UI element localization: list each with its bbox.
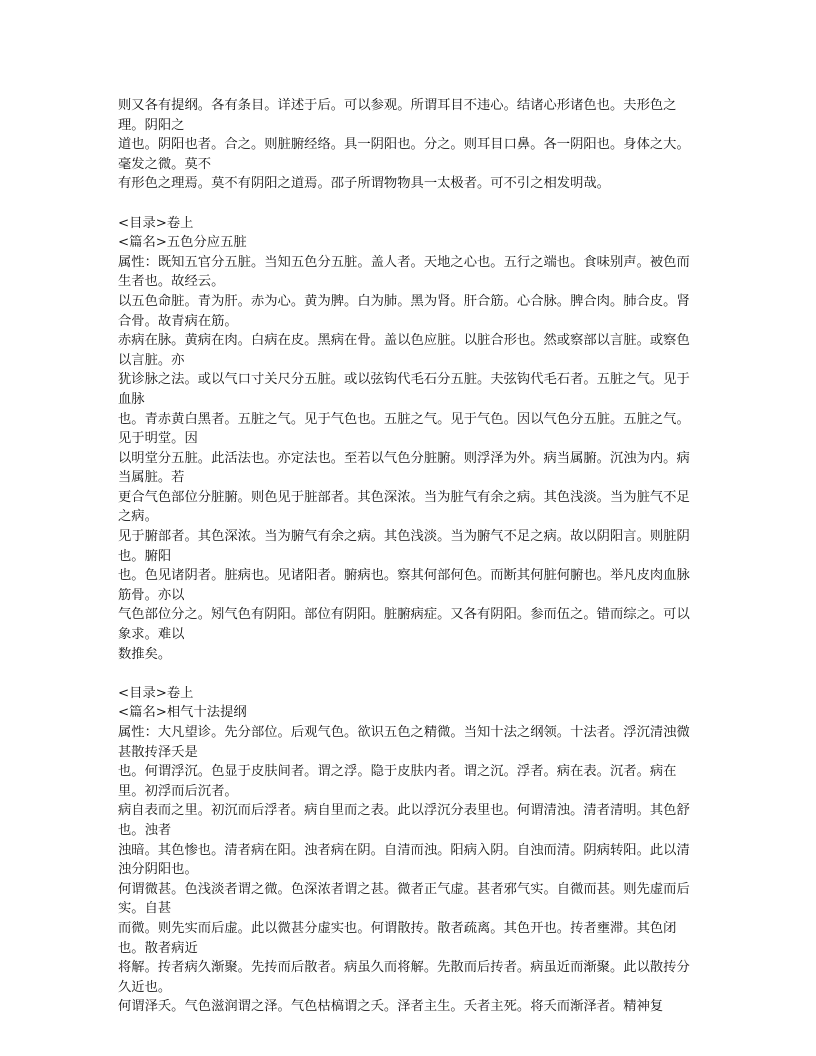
text-line: 赤病在脉。黄病在肉。白病在皮。黑病在骨。盖以色应脏。以脏合形也。然或察部以言脏。或察色以言脏。亦	[118, 333, 690, 368]
text-line: 见于腑部者。其色深浓。当为腑气有余之病。其色浅淡。当为腑气不足之病。故以阴阳言。则脏阴也。腑阳	[118, 529, 690, 564]
text-line: 病自表而之里。初沉而后浮者。病自里而之表。此以浮沉分表里也。何谓清浊。清者清明。其色舒也。浊者	[118, 803, 690, 838]
document-body	[118, 96, 702, 1017]
text-line: 也。青赤黄白黑者。五脏之气。见于气色也。五脏之气。见于气色。因以气色分五脏。五脏之气。见于明堂。因	[118, 411, 690, 447]
text-block	[118, 214, 702, 665]
text-line: 犹诊脉之法。或以气口寸关尺分五脏。或以弦钩代毛石分五脏。夫弦钩代毛石者。五脏之气。见于血脉	[118, 372, 690, 407]
paragraph-gap	[118, 194, 702, 214]
text-line: 浊暗。其色惨也。清者病在阳。浊者病在阴。自清而浊。阳病入阴。自浊而清。阴病转阳。此以清浊分阴阳也。	[118, 842, 690, 878]
text-line: <篇名>五色分应五脏	[118, 235, 247, 251]
document-page	[118, 96, 702, 1017]
paragraph-gap	[118, 664, 702, 684]
text-line: 有形色之理焉。莫不有阴阳之道焉。邵子所谓物物具一太极者。可不引之相发明哉。	[118, 176, 610, 192]
text-line: 数推矣。	[118, 646, 172, 662]
text-line: <目录>卷上	[118, 685, 194, 701]
text-line: 以五色命脏。青为肝。赤为心。黄为脾。白为肺。黑为肾。肝合筋。心合脉。脾合肉。肺合皮。肾合骨。故青病在筋。	[118, 293, 690, 329]
text-line: 何谓微甚。色浅淡者谓之微。色深浓者谓之甚。微者正气虚。甚者邪气实。自微而甚。则先虚而后实。自甚	[118, 881, 690, 917]
text-line: 道也。阴阳也者。合之。则脏腑经络。具一阴阳也。分之。则耳目口鼻。各一阴阳也。身体之大。毫发之微。莫不	[118, 137, 690, 172]
text-line: 而微。则先实而后虚。此以微甚分虚实也。何谓散抟。散者疏离。其色开也。抟者壅滞。其色闭也。散者病近	[118, 920, 677, 956]
text-line: 属性：既知五官分五脏。当知五色分五脏。盖人者。天地之心也。五行之端也。食味别声。被色而生者也。故经云。	[118, 254, 690, 290]
text-line: 将解。抟者病久渐聚。先抟而后散者。病虽久而将解。先散而后抟者。病虽近而渐聚。此以散抟分久近也。	[118, 960, 690, 995]
text-line: <篇名>相气十法提纲	[118, 705, 247, 721]
text-line: 也。何谓浮沉。色显于皮肤间者。谓之浮。隐于皮肤内者。谓之沉。浮者。病在表。沉者。病在里。初浮而后沉者。	[118, 764, 677, 799]
text-line: 何谓泽夭。气色滋润谓之泽。气色枯槁谓之夭。泽者主生。夭者主死。将夭而渐泽者。精神复	[118, 999, 664, 1015]
text-block	[118, 96, 702, 194]
text-line: 更合气色部位分脏腑。则色见于脏部者。其色深浓。当为脏气有余之病。其色浅淡。当为脏气不足之病。	[118, 489, 690, 525]
text-line: <目录>卷上	[118, 215, 194, 231]
text-line: 气色部位分之。矧气色有阴阳。部位有阴阳。脏腑病症。又各有阴阳。参而伍之。错而综之。可以象求。难以	[118, 607, 690, 643]
text-block	[118, 684, 702, 1017]
text-line: 则又各有提纲。各有条目。详述于后。可以参观。所谓耳目不违心。结诸心形诸色也。夫形色之理。阴阳之	[118, 98, 677, 133]
text-line: 属性：大凡望诊。先分部位。后观气色。欲识五色之精微。当知十法之纲领。十法者。浮沉清浊微甚散抟泽夭是	[118, 725, 690, 760]
text-line: 以明堂分五脏。此活法也。亦定法也。至若以气色分脏腑。则浮泽为外。病当属腑。沉浊为内。病当属脏。若	[118, 450, 690, 486]
text-line: 也。色见诸阴者。脏病也。见诸阳者。腑病也。察其何部何色。而断其何脏何腑也。举凡皮肉血脉筋骨。亦以	[118, 568, 690, 603]
